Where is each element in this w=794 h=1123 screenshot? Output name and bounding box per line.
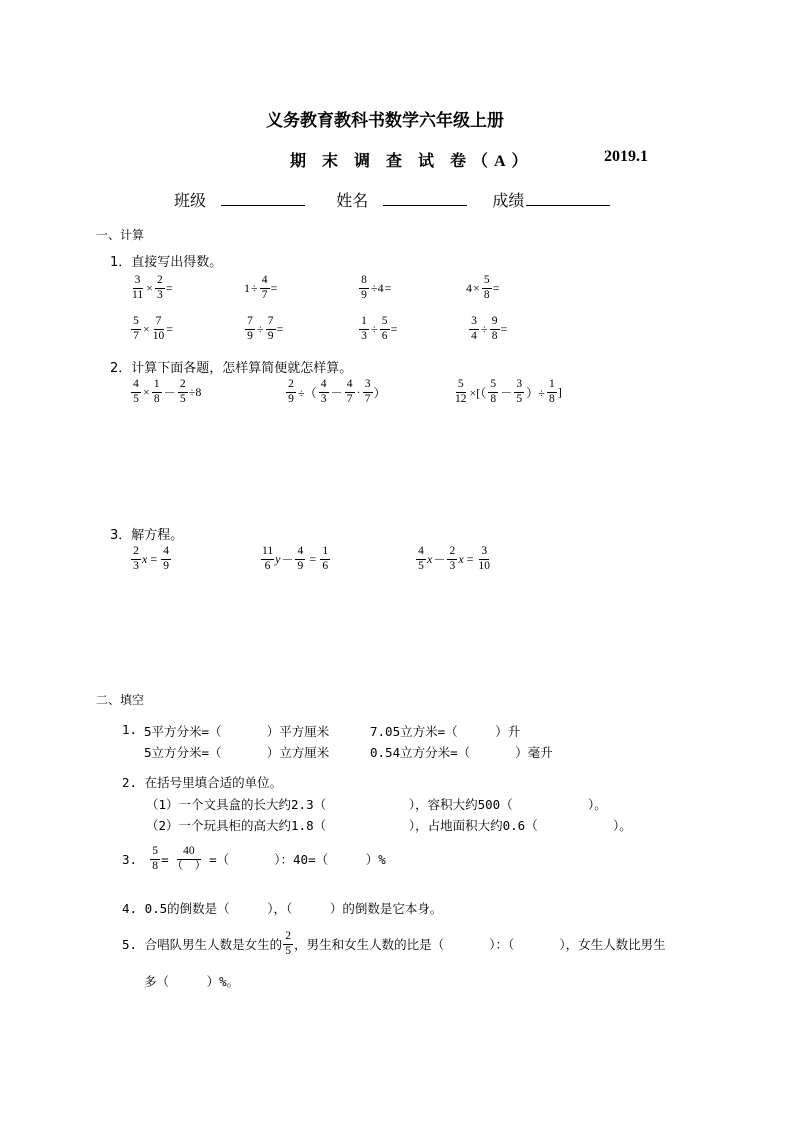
question-1-3-label: 3．解方程。 <box>110 528 184 543</box>
simplify-expr-1: $\frac{4}{5}$ × $\frac{1}{8}$ － $\frac{2}{5}$ ÷8 <box>130 379 201 405</box>
fill-q1-line2a: 5立方分米=（ ）立方厘米 <box>144 745 330 760</box>
equation-3: $\frac{4}{5}$ x － $\frac{2}{3}$ x = $\frac{3}{10}$ <box>415 546 492 572</box>
exam-name: 期 末 调 查 试 卷（A） <box>290 153 534 170</box>
fill-q1-line1a: 5平方分米=（ ）平方厘米 <box>144 724 330 739</box>
question-1-1-label: 1．直接写出得数。 <box>110 255 223 270</box>
calc-item-3: $\frac{8}{9}$ ÷4 = <box>358 275 391 301</box>
fill-q4: 4. 0.5的倒数是（ ），（ ）的倒数是它本身。 <box>122 901 443 916</box>
fill-q2-line1: （1）一个文具盒的长大约2.3（ ），容积大约500（ ）。 <box>146 797 607 812</box>
calc-item-1: $\frac{3}{11}$ × $\frac{2}{3}$ = <box>132 274 173 301</box>
equation-1: $\frac{2}{3}$ x = $\frac{4}{9}$ <box>130 546 172 572</box>
section-2-heading: 二、填空 <box>96 693 145 707</box>
simplify-expr-2: $\frac{2}{9}$ ÷（ $\frac{4}{3}$ － $\frac{4}{7}$ · $\frac{3}{7}$ ） <box>285 379 386 405</box>
fill-q1-num: 1. <box>122 722 138 737</box>
equation-2: $\frac{11}{6}$ y － $\frac{4}{9}$ = $\frac{1}{6}$ <box>260 546 331 572</box>
class-label: 班级 <box>174 191 207 210</box>
calc-item-2: 1 ÷ $\frac{4}{7}$ = <box>244 274 278 301</box>
calc-item-7: $\frac{1}{3}$ ÷ $\frac{5}{6}$ = <box>358 316 397 342</box>
fill-q1-line2b: 0.54立方分米=（ ）毫升 <box>370 745 553 760</box>
simplify-expr-3: $\frac{5}{12}$ ×[（ $\frac{5}{8}$ － $\frac{3}{5}$ ）÷ $\frac{1}{8}$ ] <box>455 378 562 405</box>
fill-q5: 5. 合唱队男生人数是女生的 $\frac{2}{5}$ ，男生和女生人数的比是（ ）：（ ），女生人数比男生 <box>122 930 666 957</box>
fill-q1-line1b: 7.05立方米=（ ）升 <box>370 724 521 739</box>
fill-q3: 3. $\frac{5}{8}$ = $\frac{40}{( )}$ =（ ）：40=（ ）% <box>122 845 386 872</box>
name-label: 姓名 <box>336 191 369 210</box>
calc-item-4: 4 × $\frac{5}{8}$ = <box>466 274 500 301</box>
section-1-heading: 一、计算 <box>96 228 145 242</box>
calc-item-5: $\frac{5}{7}$ × $\frac{7}{10}$ = <box>130 316 173 342</box>
class-field[interactable] <box>221 191 305 206</box>
fill-q2-line2: （2）一个玩具柜的高大约1.8（ ），占地面积大约0.6（ ）。 <box>146 818 632 833</box>
calc-item-8: $\frac{3}{4}$ ÷ $\frac{9}{8}$ = <box>468 316 507 342</box>
student-info-row <box>174 188 610 211</box>
score-label: 成绩 <box>492 191 525 210</box>
name-field[interactable] <box>383 191 467 206</box>
score-field[interactable] <box>526 191 610 206</box>
calc-item-6: $\frac{7}{9}$ ÷ $\frac{7}{9}$ = <box>244 316 283 342</box>
question-1-2-label: 2．计算下面各题，怎样算简便就怎样算。 <box>110 361 353 376</box>
fill-q5-line2: 多（ ）%。 <box>144 974 240 989</box>
fill-q2-label: 2. 在括号里填合适的单位。 <box>122 775 283 790</box>
exam-date: 2019.1 <box>604 148 648 165</box>
paper-title: 义务教育教科书数学六年级上册 <box>266 111 504 130</box>
